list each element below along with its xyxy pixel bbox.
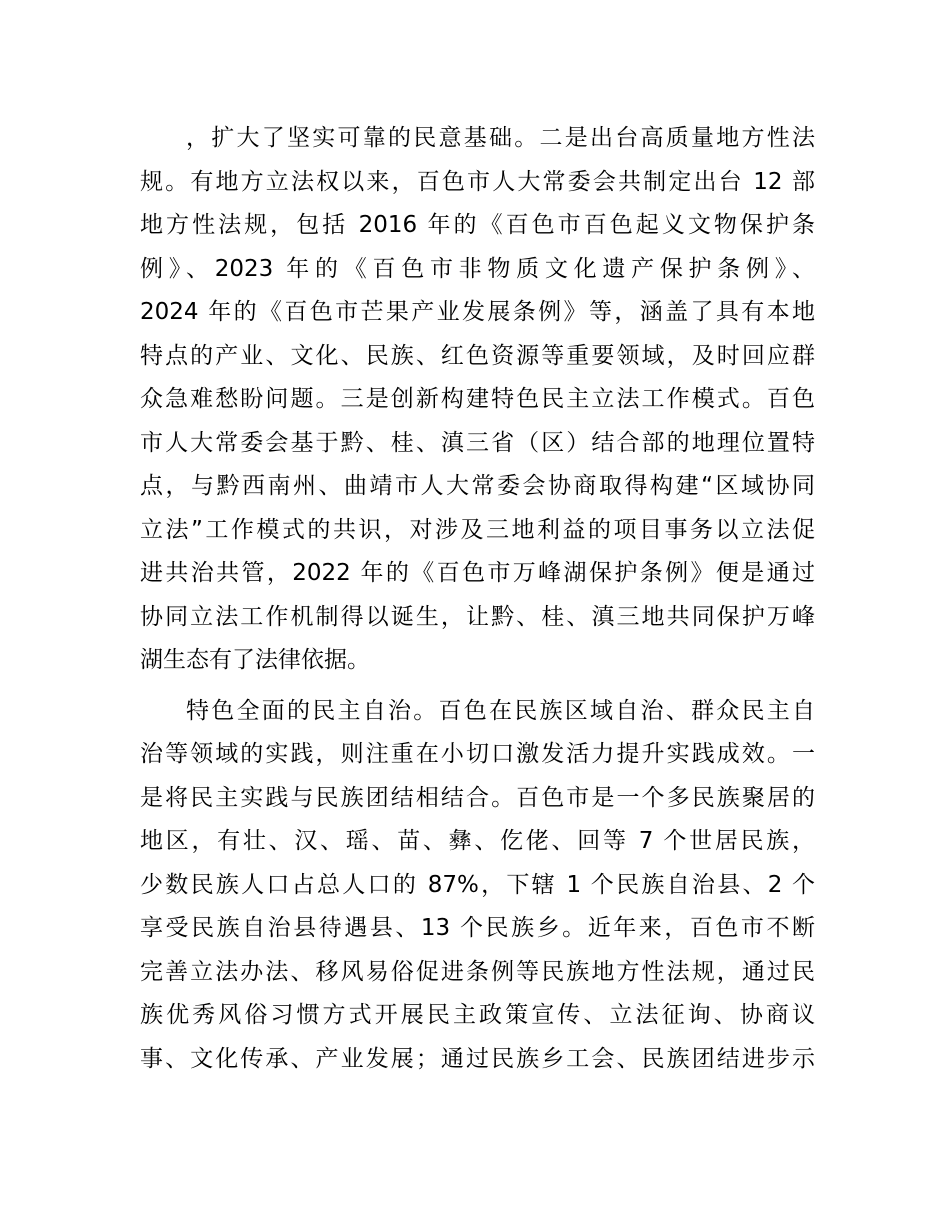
text-line: 族优秀风俗习惯方式开展民主政策宣传、立法征询、协商议 <box>140 1002 815 1028</box>
text-line: 例》、2023 年的《百色市非物质文化遗产保护条例》、 <box>140 255 815 282</box>
text-line: 特点的产业、文化、民族、红色资源等重要领域，及时回应群 <box>140 342 815 369</box>
paragraph-1 <box>140 117 815 683</box>
text-line: 市人大常委会基于黔、桂、滇三省（区）结合部的地理位置特 <box>140 429 815 456</box>
text-line: 地方性法规，包括 2016 年的《百色市百色起义文物保护条 <box>140 212 815 238</box>
text-line: 特色全面的民主自治。百色在民族区域自治、群众民主自 <box>186 697 815 724</box>
text-line: 点，与黔西南州、曲靖市人大常委会协商取得构建“区域协同 <box>140 473 815 499</box>
paragraph-spacer <box>140 683 815 690</box>
paragraph-2 <box>140 690 815 1082</box>
text-line: 少数民族人口占总人口的 87%，下辖 1 个民族自治县、2 个 <box>140 871 815 898</box>
text-line: 立法”工作模式的共识，对涉及三地利益的项目事务以立法促 <box>140 516 815 543</box>
text-line: 完善立法办法、移风易俗促进条例等民族地方性法规，通过民 <box>140 958 815 985</box>
text-line: 进共治共管，2022 年的《百色市万峰湖保护条例》便是通过 <box>140 560 815 586</box>
text-line: 2024 年的《百色市芒果产业发展条例》等，涵盖了具有本地 <box>140 299 815 325</box>
text-line: 规。有地方立法权以来，百色市人大常委会共制定出台 12 部 <box>140 168 815 195</box>
text-line: 众急难愁盼问题。三是创新构建特色民主立法工作模式。百色 <box>140 386 815 412</box>
text-line: 是将民主实践与民族团结相结合。百色市是一个多民族聚居的 <box>140 784 815 811</box>
text-line: 事、文化传承、产业发展；通过民族乡工会、民族团结进步示 <box>140 1045 815 1072</box>
text-line: 地区，有壮、汉、瑶、苗、彝、仡佬、回等 7 个世居民族， <box>140 828 815 854</box>
text-line: 享受民族自治县待遇县、13 个民族乡。近年来，百色市不断 <box>140 915 815 941</box>
text-line: 湖生态有了法律依据。 <box>140 647 370 673</box>
body-text <box>140 117 815 1081</box>
text-line: 治等领域的实践，则注重在小切口激发活力提升实践成效。一 <box>140 741 815 767</box>
text-line: ，扩大了坚实可靠的民意基础。二是出台高质量地方性法 <box>186 125 815 151</box>
text-line: 协同立法工作机制得以诞生，让黔、桂、滇三地共同保护万峰 <box>140 603 815 630</box>
